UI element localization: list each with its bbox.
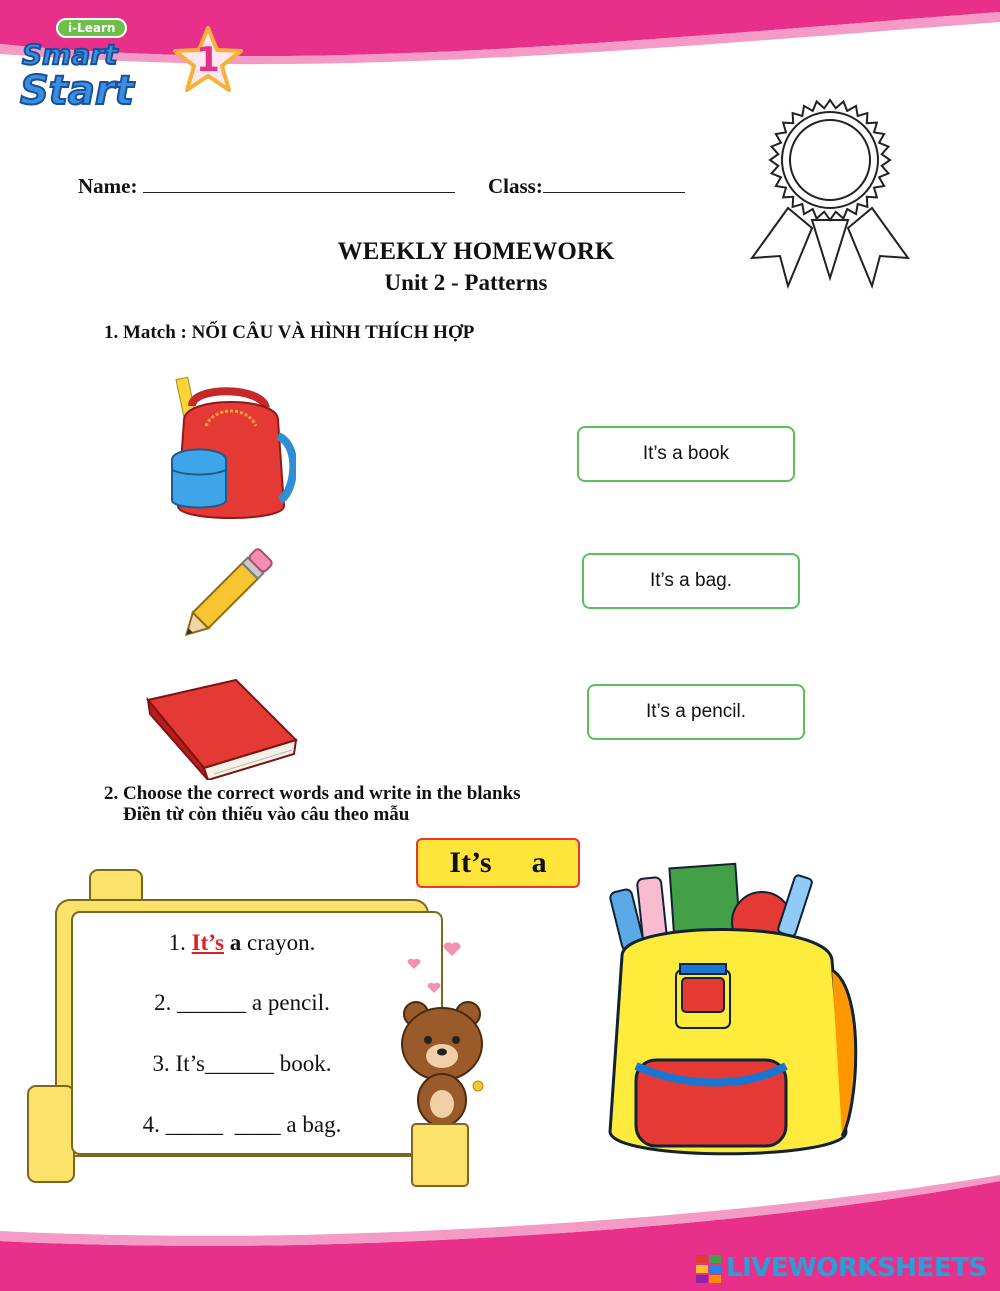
item-text: crayon.: [247, 930, 316, 955]
section-1-heading: 1. Match : NỐI CÂU VÀ HÌNH THÍCH HỢP: [104, 322, 475, 343]
page-title: WEEKLY HOMEWORK: [337, 238, 615, 265]
name-blank[interactable]: [143, 192, 455, 193]
header-band: [0, 0, 1000, 70]
word-bank-word-1: It’s: [449, 846, 492, 879]
answer-blank[interactable]: ____: [234, 1112, 281, 1137]
logo-badge: i-Learn: [56, 18, 127, 38]
backpack-picture[interactable]: [166, 376, 296, 526]
item-word: It’s: [175, 1051, 205, 1076]
item-text: book.: [279, 1051, 332, 1076]
item-word: a: [229, 930, 242, 955]
logo-word-bottom: Start: [20, 68, 134, 114]
exercise-item-2: [72, 990, 412, 1016]
item-text: a bag.: [286, 1112, 342, 1137]
item-number: 2.: [154, 990, 172, 1015]
item-number: 1.: [168, 930, 186, 955]
answer-blank[interactable]: _____: [165, 1112, 224, 1137]
item-text: a pencil.: [251, 990, 330, 1015]
section-2-heading: 2. Choose the correct words and write in the blanks: [104, 783, 521, 804]
item-number: 4.: [142, 1112, 160, 1137]
liveworksheets-logo-icon: [696, 1255, 722, 1285]
teddy-bear-icon: [394, 940, 490, 1190]
name-label: Name:: [78, 174, 138, 198]
answer-blank[interactable]: ______: [204, 1051, 274, 1076]
school-bag-picture: [596, 860, 864, 1172]
liveworksheets-watermark: [696, 1253, 996, 1285]
class-label: Class:: [488, 174, 543, 198]
exercise-item-1: [72, 930, 412, 956]
grade-number: 1: [196, 40, 220, 80]
grade-star-icon: [172, 26, 244, 94]
page-subtitle: Unit 2 - Patterns: [384, 270, 548, 295]
section-2-subheading: Điền từ còn thiếu vào câu theo mẫu: [123, 804, 410, 825]
exercise-item-3: [72, 1051, 412, 1077]
logo-word-top: Smart: [22, 38, 118, 71]
smart-start-logo: [18, 10, 148, 122]
name-field[interactable]: [78, 174, 455, 199]
answer-blank[interactable]: ______: [177, 990, 247, 1015]
pencil-picture[interactable]: [170, 540, 282, 650]
word-bank-word-2: a: [531, 846, 547, 879]
match-option-bag[interactable]: It’s a bag.: [582, 553, 800, 609]
class-blank[interactable]: [543, 192, 685, 193]
watermark-text: LIVEWORKSHEETS: [726, 1253, 987, 1283]
fill-in-exercise: [72, 912, 442, 1154]
match-option-pencil[interactable]: It’s a pencil.: [587, 684, 805, 740]
exercise-item-4: [72, 1112, 412, 1138]
example-answer: It’s: [191, 930, 225, 955]
class-field[interactable]: [488, 174, 685, 199]
book-picture[interactable]: [144, 676, 300, 780]
match-option-book[interactable]: It’s a book: [577, 426, 795, 482]
item-number: 3.: [152, 1051, 170, 1076]
